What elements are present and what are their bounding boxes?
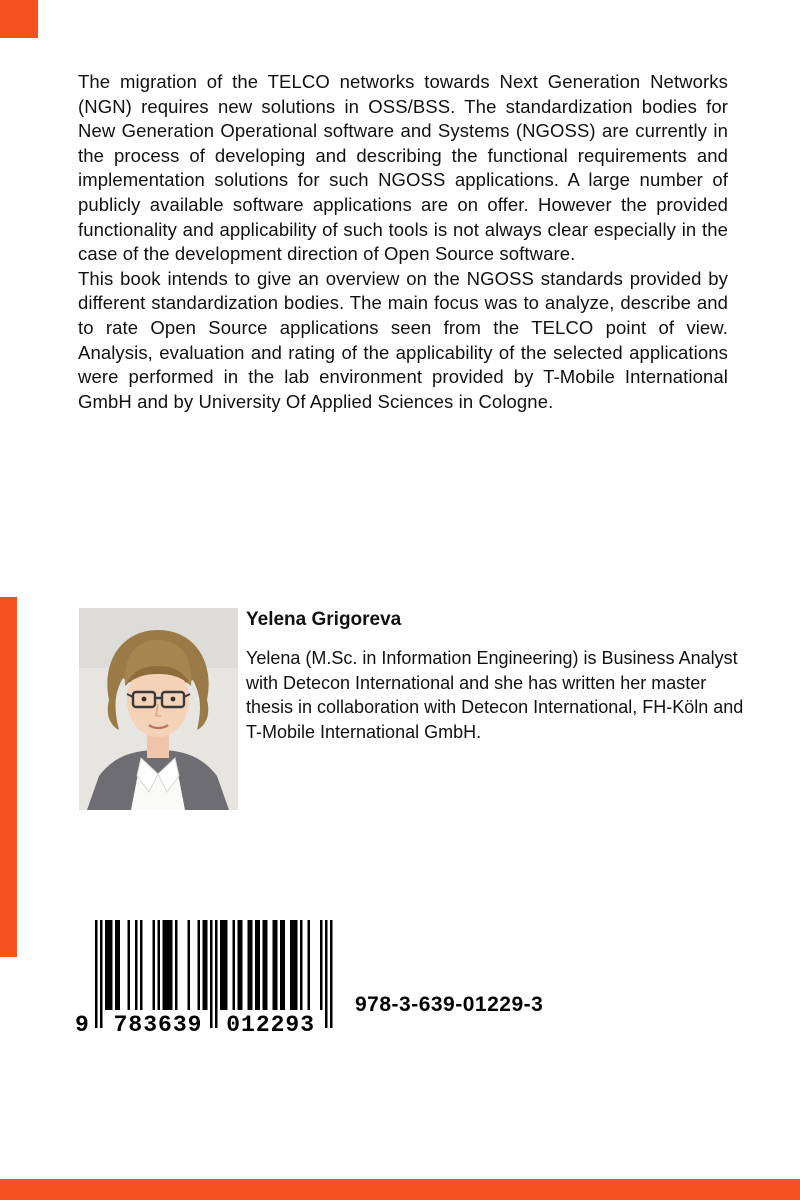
- isbn-text: 978-3-639-01229-3: [355, 993, 544, 1016]
- author-bio: Yelena (M.Sc. in Information Engineering) is Business Analyst with Detecon International and she has written her master thesis in collaboration with Detecon International, FH-Köln and T-Mobile International GmbH.: [246, 648, 744, 742]
- barcode: [75, 920, 333, 1050]
- author-portrait-photo: [79, 608, 238, 810]
- barcode-digits: 9 783639 012293: [75, 1012, 316, 1038]
- bottom-accent-bar: [0, 1179, 800, 1200]
- back-cover-description: [78, 70, 728, 414]
- author-portrait-illustration: [79, 608, 238, 810]
- description-paragraph-2: This book intends to give an overview on the NGOSS standards provided by different standardization bodies. The main focus was to analyze, describe and to rate Open Source applications seen from the TELCO point of view. Analysis, evaluation and rating of the applicability of the selected applications were performed in the lab environment provided by T-Mobile International GmbH and by University Of Applied Sciences in Cologne.: [78, 267, 728, 412]
- author-name: Yelena Grigoreva: [246, 609, 402, 630]
- description-paragraph-1: The migration of the TELCO networks towards Next Generation Networks (NGN) requires new solutions in OSS/BSS. The standardization bodies for New Generation Operational software and Systems (NGOSS) are currently in the process of developing and describing the functional requirements and implementation solutions for such NGOSS applications. A large number of publicly available software applications are on offer. However the provided functionality and applicability of such tools is not always clear especially in the case of the development direction of Open Source software.: [78, 71, 728, 265]
- corner-accent-square: [0, 0, 38, 38]
- side-accent-stripe: [0, 597, 17, 957]
